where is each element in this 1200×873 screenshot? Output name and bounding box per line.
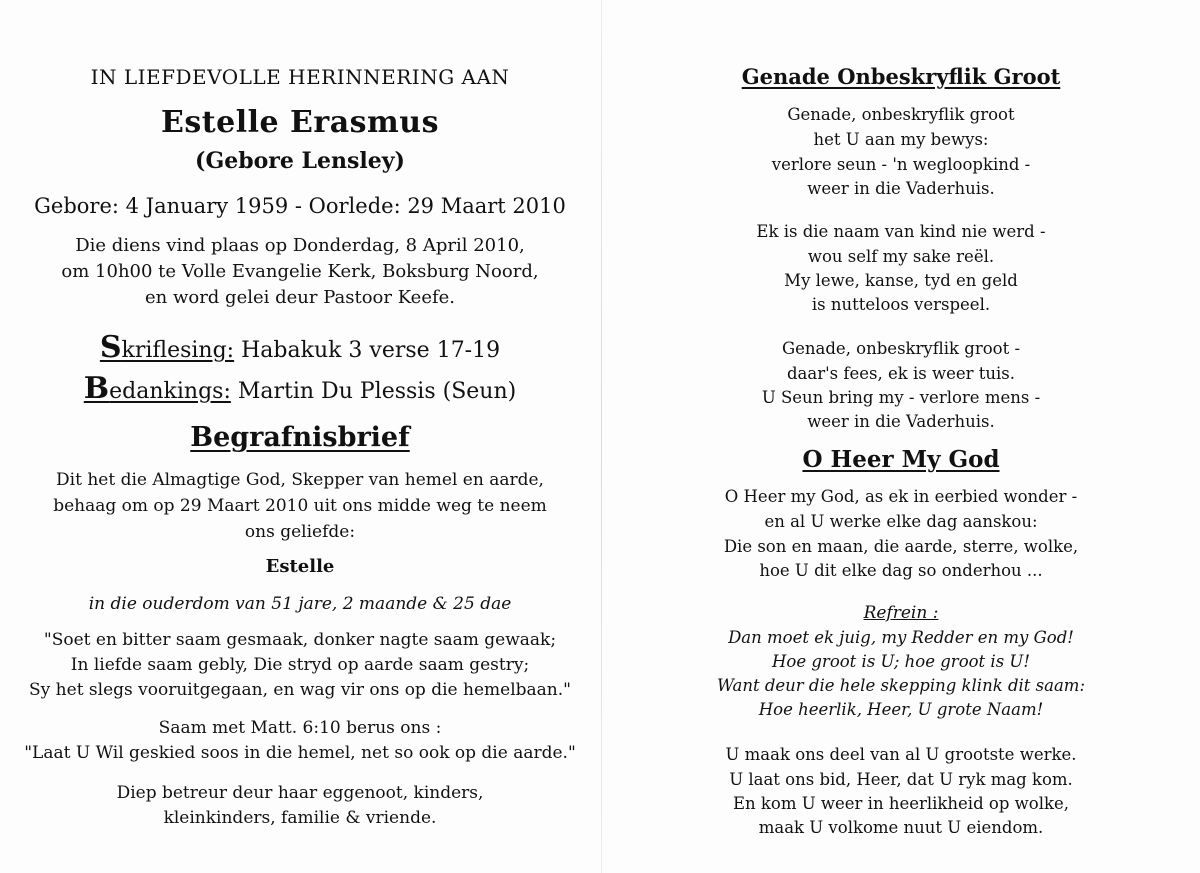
- first-name: Estelle: [265, 556, 335, 577]
- refrain-label: Refrein :: [863, 603, 939, 623]
- hymn-line: het U aan my bewys:: [813, 130, 989, 149]
- scripture-reading: [0, 330, 600, 365]
- thanks-value: Martin Du Plessis (Seun): [237, 379, 517, 404]
- mourners-line: Diep betreur deur haar eggenoot, kinders,: [116, 783, 484, 803]
- birth-death-dates: Gebore: 4 January 1959 - Oorlede: 29 Maart 2010: [34, 194, 566, 218]
- hymn-line: verlore seun - 'n wegloopkind -: [771, 155, 1031, 174]
- service-line: om 10h00 te Volle Evangelie Kerk, Boksburg Noord,: [61, 261, 539, 282]
- letter-line: behaag om op 29 Maart 2010 uit ons midde weg te neem: [53, 496, 547, 516]
- memorial-heading: IN LIEFDEVOLLE HERINNERING AAN: [90, 65, 510, 89]
- hymn-line: Ek is die naam van kind nie werd -: [756, 222, 1046, 241]
- mourners-line: kleinkinders, familie & vriende.: [163, 808, 437, 828]
- deceased-name: Estelle Erasmus: [161, 105, 439, 140]
- hymn-line: Genade, onbeskryflik groot: [787, 105, 1015, 124]
- hymn-line: weer in die Vaderhuis.: [807, 179, 995, 198]
- hymn-line: En kom U weer in heerlikheid op wolke,: [733, 794, 1069, 813]
- letter-line: Dit het die Almagtige God, Skepper van hemel en aarde,: [56, 470, 544, 490]
- hymn-line: weer in die Vaderhuis.: [807, 412, 995, 431]
- poem-line: "Soet en bitter saam gesmaak, donker nagte saam gewaak;: [43, 630, 557, 650]
- hymn-line: U laat ons bid, Heer, dat U ryk mag kom.: [729, 770, 1073, 789]
- service-line: en word gelei deur Pastoor Keefe.: [144, 287, 456, 308]
- acknowledgements: [0, 371, 600, 406]
- reading-label: kriflesing:: [121, 338, 235, 363]
- hymn-line: daar's fees, ek is weer tuis.: [787, 364, 1015, 383]
- fold-line: [601, 0, 602, 873]
- scripture-line: Saam met Matt. 6:10 berus ons :: [158, 718, 442, 738]
- hymn-line: My lewe, kanse, tyd en geld: [784, 271, 1018, 290]
- refrain-line: Want deur die hele skepping klink dit saam:: [716, 676, 1086, 695]
- hymn-line: maak U volkome nuut U eiendom.: [758, 818, 1044, 837]
- hymn-line: Die son en maan, die aarde, sterre, wolke,: [723, 537, 1079, 556]
- reading-value: Habakuk 3 verse 17-19: [241, 338, 501, 363]
- service-line: Die diens vind plaas op Donderdag, 8 April 2010,: [75, 235, 525, 256]
- hymn-line: hoe U dit elke dag so onderhou ...: [759, 561, 1043, 580]
- hymn-line: U Seun bring my - verlore mens -: [761, 388, 1041, 407]
- hymn-line: en al U werke elke dag aanskou:: [764, 512, 1038, 531]
- refrain-line: Hoe heerlik, Heer, U grote Naam!: [758, 700, 1044, 719]
- poem-line: Sy het slegs vooruitgegaan, en wag vir ons op die hemelbaan.": [29, 680, 571, 700]
- age-line: in die ouderdom van 51 jare, 2 maande & 25 dae: [88, 594, 512, 614]
- funeral-letter-title: Begrafnisbrief: [190, 422, 410, 453]
- hymn-line: wou self my sake reël.: [807, 247, 995, 266]
- hymn-line: Genade, onbeskryflik groot -: [781, 339, 1021, 358]
- scripture-line: "Laat U Wil geskied soos in die hemel, net so ook op die aarde.": [24, 743, 576, 763]
- hymn-line: is nutteloos verspeel.: [811, 295, 991, 314]
- thanks-initial: B: [83, 371, 110, 406]
- hymn-line: U maak ons deel van al U grootste werke.: [725, 745, 1077, 764]
- refrain-line: Dan moet ek juig, my Redder en my God!: [728, 628, 1074, 647]
- reading-initial: S: [99, 330, 122, 365]
- thanks-label: edankings:: [109, 379, 231, 404]
- letter-line: ons geliefde:: [244, 522, 356, 542]
- hymn-line: O Heer my God, as ek in eerbied wonder -: [724, 487, 1078, 506]
- hymn-title: O Heer My God: [802, 446, 1000, 473]
- refrain-line: Hoe groot is U; hoe groot is U!: [772, 652, 1030, 671]
- maiden-name: (Gebore Lensley): [195, 148, 405, 174]
- poem-line: In liefde saam gebly, Die stryd op aarde saam gestry;: [70, 655, 530, 675]
- hymn-title: Genade Onbeskryflik Groot: [741, 64, 1061, 89]
